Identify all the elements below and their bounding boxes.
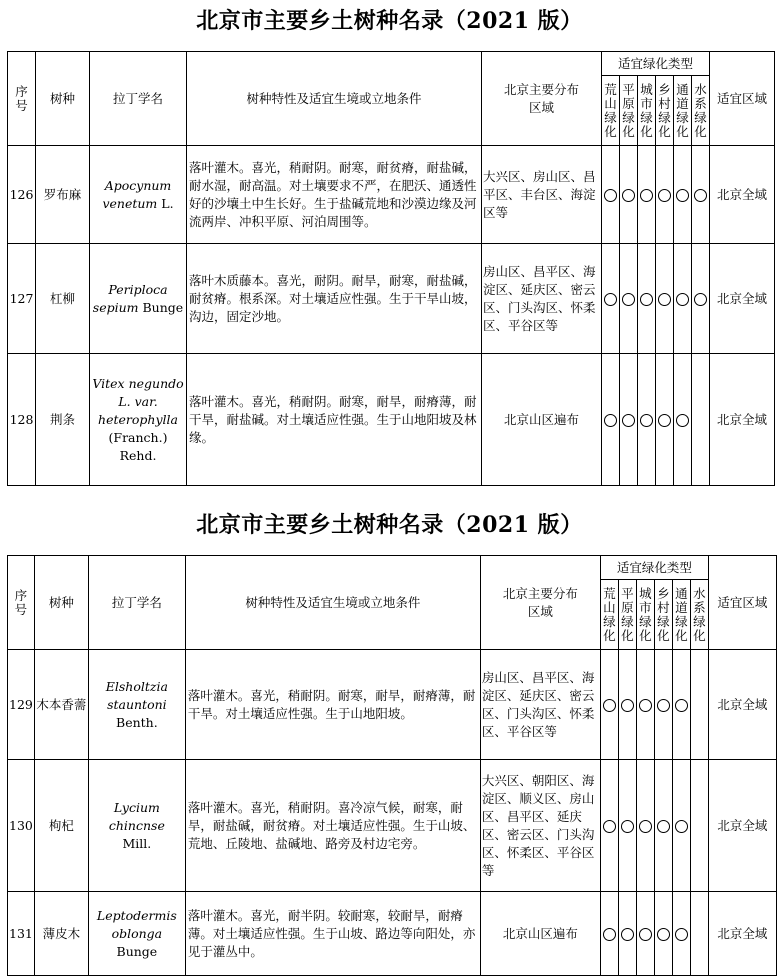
- header-region: 适宜区域: [708, 556, 776, 650]
- row-traits: 落叶灌木。喜光，耐半阴。较耐寒，较耐旱，耐瘠薄。对土壤适应性强。生于山坡、路边等向阳处，亦见于灌丛中。: [185, 892, 480, 976]
- page-title: 北京市主要乡土树种名录（2021 版）: [196, 8, 583, 34]
- header-region: 适宜区域: [710, 52, 775, 146]
- header-greening-type: 通道绿化: [674, 76, 692, 146]
- row-traits: 落叶灌木。喜光，稍耐阴。耐寒，耐旱，耐瘠薄，耐干旱。对土壤适应性强。生于山地阳坡。: [185, 650, 480, 760]
- header-greening-type: 水系绿化: [690, 580, 708, 650]
- row-distribution: 房山区、昌平区、海淀区、延庆区、密云区、门头沟区、怀柔区、平谷区等: [480, 650, 600, 760]
- greening-mark: [618, 760, 636, 892]
- greening-mark: [636, 892, 654, 976]
- header-greening-group: 适宜绿化类型: [602, 52, 710, 76]
- greening-mark: [602, 146, 620, 244]
- table-row: [8, 892, 777, 976]
- greening-mark: [674, 146, 692, 244]
- header-greening-type: 荒山绿化: [600, 580, 618, 650]
- row-latin: Apocynum venetum L.: [90, 146, 187, 244]
- header-index: 序号: [8, 52, 36, 146]
- greening-mark: [692, 244, 710, 354]
- row-region: 北京全域: [708, 892, 776, 976]
- greening-mark: [654, 650, 672, 760]
- row-index: 131: [8, 892, 35, 976]
- species-table-1: [7, 51, 775, 486]
- greening-mark: [638, 354, 656, 486]
- row-region: 北京全域: [710, 244, 775, 354]
- row-index: 126: [8, 146, 36, 244]
- row-distribution: 大兴区、房山区、昌平区、丰台区、海淀区等: [482, 146, 602, 244]
- header-greening-type: 平原绿化: [620, 76, 638, 146]
- greening-mark: [672, 760, 690, 892]
- header-greening-type: 城市绿化: [636, 580, 654, 650]
- header-greening-group: 适宜绿化类型: [600, 556, 708, 580]
- row-distribution: 房山区、昌平区、海淀区、延庆区、密云区、门头沟区、怀柔区、平谷区等: [482, 244, 602, 354]
- header-greening-type: 荒山绿化: [602, 76, 620, 146]
- page-title-2: 北京市主要乡土树种名录（2021 版）: [196, 512, 583, 538]
- row-traits: 落叶灌木。喜光，稍耐阴。耐寒，耐旱，耐瘠薄，耐干旱，耐盐碱。对土壤适应性强。生于山地阳坡及林缘。: [187, 354, 482, 486]
- greening-mark: [692, 146, 710, 244]
- row-species: 薄皮木: [34, 892, 88, 976]
- row-index: 129: [8, 650, 35, 760]
- header-greening-type: 通道绿化: [672, 580, 690, 650]
- row-species: 木本香薷: [34, 650, 88, 760]
- header-latin: 拉丁学名: [90, 52, 187, 146]
- greening-mark: [672, 650, 690, 760]
- greening-mark: [654, 892, 672, 976]
- header-distribution: 北京主要分布区域: [482, 52, 602, 146]
- greening-mark: [672, 892, 690, 976]
- greening-mark: [600, 650, 618, 760]
- row-index: 127: [8, 244, 36, 354]
- row-species: 杠柳: [36, 244, 90, 354]
- row-region: 北京全域: [708, 650, 776, 760]
- header-greening-type: 平原绿化: [618, 580, 636, 650]
- greening-mark: [600, 760, 618, 892]
- greening-mark: [602, 354, 620, 486]
- row-region: 北京全域: [710, 354, 775, 486]
- greening-mark: [620, 146, 638, 244]
- row-distribution: 北京山区遍布: [482, 354, 602, 486]
- table-row: [8, 354, 775, 486]
- greening-mark: [600, 892, 618, 976]
- greening-mark: [654, 760, 672, 892]
- row-distribution: 大兴区、朝阳区、海淀区、顺义区、房山区、昌平区、延庆区、密云区、门头沟区、怀柔区、平谷区等: [480, 760, 600, 892]
- row-traits: 落叶灌木。喜光，稍耐阴。喜冷凉气候，耐寒，耐旱，耐盐碱，耐贫瘠。对土壤适应性强。生于山坡、荒地、丘陵地、盐碱地、路旁及村边宅旁。: [185, 760, 480, 892]
- greening-mark-empty: [690, 650, 708, 760]
- header-latin: 拉丁学名: [88, 556, 185, 650]
- greening-mark: [620, 244, 638, 354]
- table-row: [8, 244, 775, 354]
- header-distribution: 北京主要分布区域: [480, 556, 600, 650]
- header-greening-type: 乡村绿化: [656, 76, 674, 146]
- row-species: 枸杞: [34, 760, 88, 892]
- greening-mark: [602, 244, 620, 354]
- row-species: 罗布麻: [36, 146, 90, 244]
- table-row: [8, 146, 775, 244]
- row-index: 130: [8, 760, 35, 892]
- header-greening-type: 乡村绿化: [654, 580, 672, 650]
- species-table-2: [7, 555, 777, 976]
- greening-mark-empty: [690, 760, 708, 892]
- greening-mark: [638, 146, 656, 244]
- header-greening-type: 城市绿化: [638, 76, 656, 146]
- header-greening-type: 水系绿化: [692, 76, 710, 146]
- greening-mark: [674, 354, 692, 486]
- greening-mark: [636, 760, 654, 892]
- row-species: 荆条: [36, 354, 90, 486]
- greening-mark: [638, 244, 656, 354]
- table-row: [8, 760, 777, 892]
- greening-mark: [620, 354, 638, 486]
- row-index: 128: [8, 354, 36, 486]
- greening-mark: [674, 244, 692, 354]
- row-latin: Leptodermis oblonga Bunge: [88, 892, 185, 976]
- row-latin: Elsholtzia stauntoni Benth.: [88, 650, 185, 760]
- table-row: [8, 650, 777, 760]
- row-latin: Periploca sepium Bunge: [90, 244, 187, 354]
- header-species: 树种: [36, 52, 90, 146]
- greening-mark-empty: [692, 354, 710, 486]
- row-region: 北京全域: [708, 760, 776, 892]
- greening-mark: [636, 650, 654, 760]
- row-latin: Lycium chincnse Mill.: [88, 760, 185, 892]
- header-traits: 树种特性及适宜生境或立地条件: [185, 556, 480, 650]
- greening-mark-empty: [690, 892, 708, 976]
- header-traits: 树种特性及适宜生境或立地条件: [187, 52, 482, 146]
- row-traits: 落叶灌木。喜光，稍耐阴。耐寒，耐贫瘠，耐盐碱，耐水湿，耐高温。对土壤要求不严，在肥沃、通透性好的沙壤土中生长好。生于盐碱荒地和沙漠边缘及河流两岸、冲积平原、河泊周围等。: [187, 146, 482, 244]
- greening-mark: [656, 244, 674, 354]
- row-traits: 落叶木质藤本。喜光，耐阴。耐旱，耐寒，耐盐碱，耐贫瘠。根系深。对土壤适应性强。生于干旱山坡，沟边，固定沙地。: [187, 244, 482, 354]
- greening-mark: [656, 354, 674, 486]
- row-region: 北京全域: [710, 146, 775, 244]
- greening-mark: [618, 892, 636, 976]
- greening-mark: [618, 650, 636, 760]
- row-distribution: 北京山区遍布: [480, 892, 600, 976]
- greening-mark: [656, 146, 674, 244]
- header-species: 树种: [34, 556, 88, 650]
- header-index: 序号: [8, 556, 35, 650]
- row-latin: Vitex negundo L. var. heterophylla (Franch.) Rehd.: [90, 354, 187, 486]
